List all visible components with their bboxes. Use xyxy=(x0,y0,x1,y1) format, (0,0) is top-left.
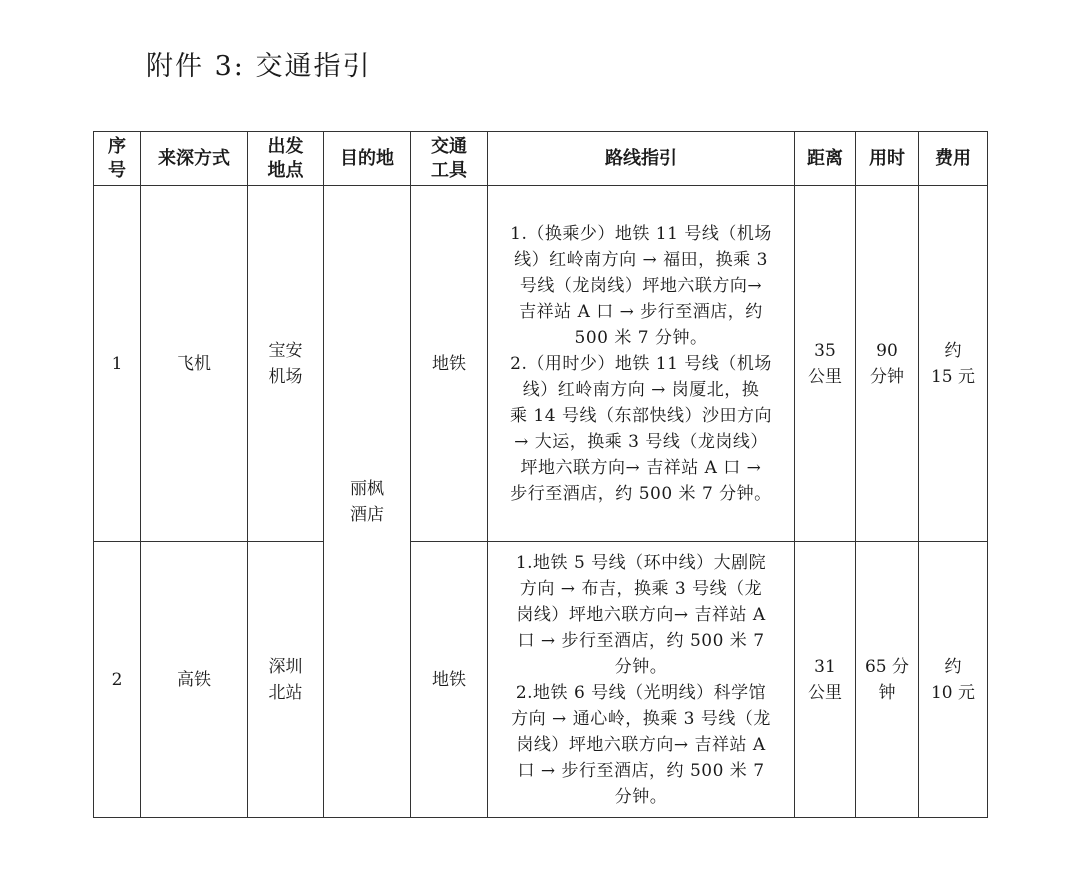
header-route: 路线指引 xyxy=(488,132,795,186)
cell-arrival: 高铁 xyxy=(141,542,248,818)
header-cost: 费用 xyxy=(919,132,988,186)
cell-index: 1 xyxy=(94,186,141,542)
cell-origin: 宝安 机场 xyxy=(248,186,324,542)
header-transport: 交通 工具 xyxy=(411,132,488,186)
cell-arrival: 飞机 xyxy=(141,186,248,542)
cell-origin: 深圳 北站 xyxy=(248,542,324,818)
header-row xyxy=(94,132,988,186)
cell-distance: 35 公里 xyxy=(795,186,856,542)
route-text: 1.（换乘少）地铁 11 号线（机场 线）红岭南方向 → 福田，换乘 3 号线（龙岗线）坪地六联方向→ 吉祥站 A 口 → 步行至酒店，约 500 米 7 分钟。 2.（用时少）地铁 11 号线（机场 线）红岭南方向 → 岗厦北，换 乘 14 号线（东部快线）沙田方向 → 大运，换乘 3 号线（龙岗线） 坪地六联方向→ 吉祥站 A 口 → 步行至酒店，约 500 米 7 分钟。 xyxy=(510,223,772,504)
cell-route xyxy=(488,542,795,818)
cell-cost: 约 15 元 xyxy=(919,186,988,542)
table-row xyxy=(94,542,988,818)
route-text: 1.地铁 5 号线（环中线）大剧院 方向 → 布吉，换乘 3 号线（龙 岗线）坪地六联方向→ 吉祥站 A 口 → 步行至酒店，约 500 米 7 分钟。 2.地铁 6 号线（光明线）科学馆 方向 → 通心岭，换乘 3 号线（龙 岗线）坪地六联方向→ 吉祥站 A 口 → 步行至酒店，约 500 米 7 分钟。 xyxy=(511,552,771,807)
header-arrival: 来深方式 xyxy=(141,132,248,186)
cell-destination: 丽枫 酒店 xyxy=(324,186,411,818)
cell-duration: 65 分 钟 xyxy=(856,542,919,818)
cell-index: 2 xyxy=(94,542,141,818)
table-row xyxy=(94,186,988,542)
cell-duration: 90 分钟 xyxy=(856,186,919,542)
cell-route xyxy=(488,186,795,542)
header-origin: 出发 地点 xyxy=(248,132,324,186)
header-duration: 用时 xyxy=(856,132,919,186)
header-index: 序 号 xyxy=(94,132,141,186)
cell-cost: 约 10 元 xyxy=(919,542,988,818)
header-destination: 目的地 xyxy=(324,132,411,186)
cell-distance: 31 公里 xyxy=(795,542,856,818)
document-title: 附件 3: 交通指引 xyxy=(146,51,372,82)
header-distance: 距离 xyxy=(795,132,856,186)
transport-guide-table xyxy=(93,131,988,818)
cell-transport: 地铁 xyxy=(411,542,488,818)
cell-transport: 地铁 xyxy=(411,186,488,542)
